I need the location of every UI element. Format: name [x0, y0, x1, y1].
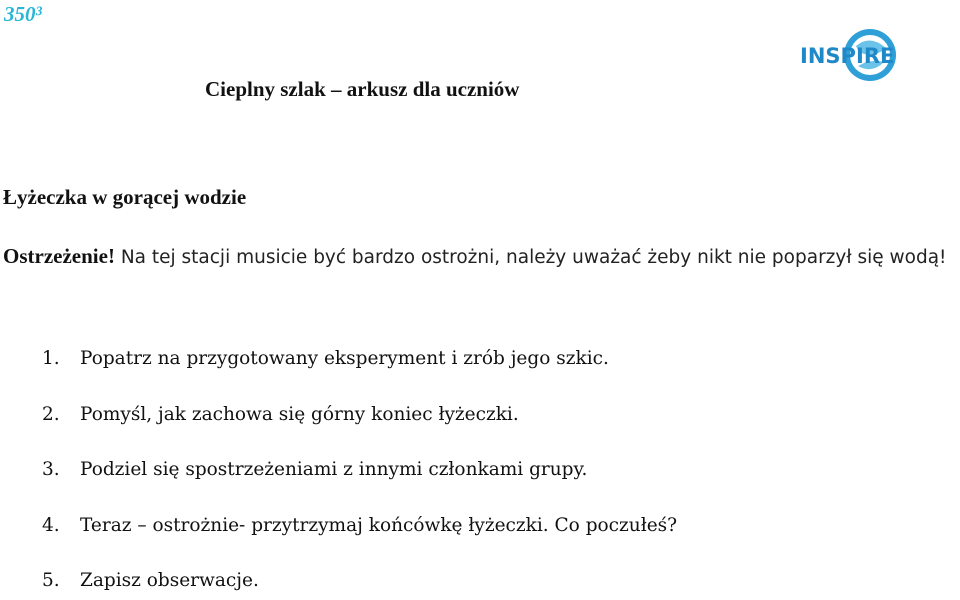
step-number: 1. — [42, 348, 60, 369]
warning-label: Ostrzeżenie! — [3, 244, 115, 268]
step-number: 3. — [42, 459, 60, 480]
step-text: Podziel się spostrzeżeniami z innymi członkami grupy. — [80, 459, 588, 480]
svg-text:IRE: IRE — [856, 44, 895, 68]
station-subtitle: Łyżeczka w gorącej wodzie — [3, 185, 247, 209]
step-text: Pomyśl, jak zachowa się górny koniec łyżeczki. — [80, 403, 519, 425]
warning-text: Na tej stacji musicie być bardzo ostrożni, należy uważać żeby nikt nie poparzył się wodą! — [114, 247, 947, 268]
step-number: 2. — [42, 403, 60, 425]
step-item — [42, 515, 677, 571]
svg-text:INSP: INSP — [800, 44, 856, 68]
worksheet-title: Cieplny szlak – arkusz dla uczniów — [205, 77, 520, 101]
step-text: Popatrz na przygotowany eksperyment i zrób jego szkic. — [80, 348, 609, 369]
page-number: 350³ — [4, 2, 42, 26]
step-item — [42, 348, 677, 404]
steps-list — [42, 348, 677, 600]
step-item — [42, 404, 677, 460]
step-number: 4. — [42, 514, 60, 536]
step-text: Zapisz obserwacje. — [80, 570, 259, 591]
step-item — [42, 570, 677, 600]
step-number: 5. — [42, 570, 60, 591]
warning-paragraph — [3, 240, 960, 274]
inspire-logo — [798, 26, 900, 84]
step-text: Teraz – ostrożnie- przytrzymaj końcówkę łyżeczki. Co poczułeś? — [80, 514, 678, 536]
step-item — [42, 459, 677, 515]
